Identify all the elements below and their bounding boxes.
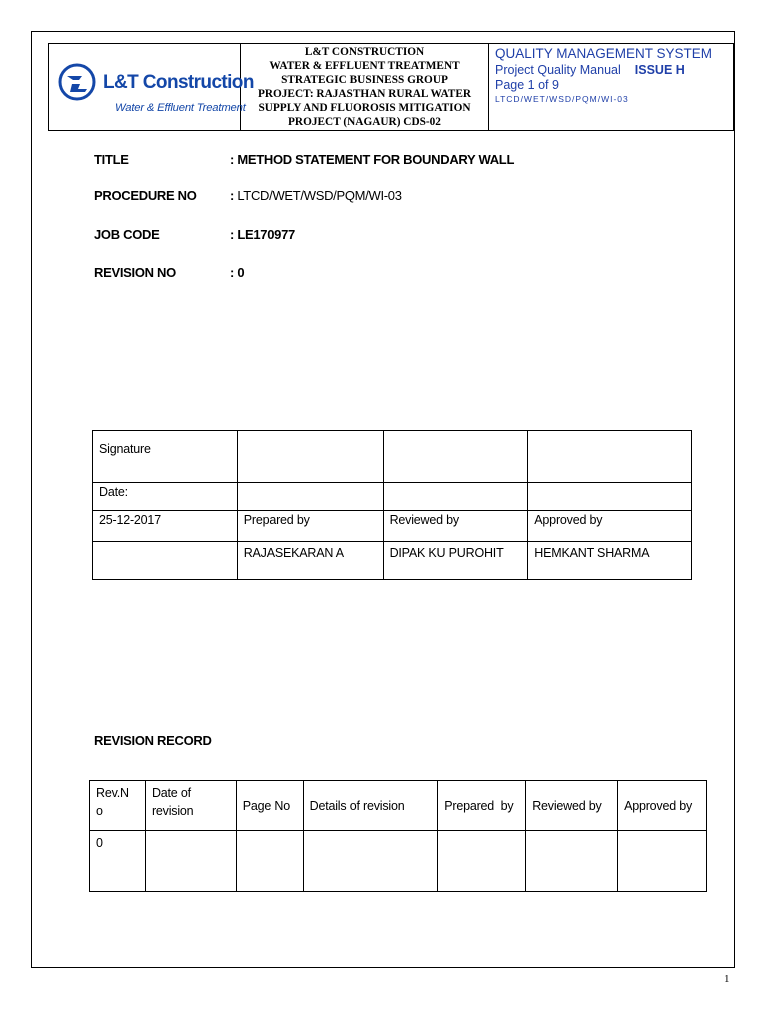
reviewed-cell xyxy=(526,831,618,892)
prepared-date-cell xyxy=(237,483,383,511)
prepared-name: RAJASEKARAN A xyxy=(237,542,383,580)
procedure-value: LTCD/WET/WSD/PQM/WI-03 xyxy=(237,188,402,203)
approved-signature-cell xyxy=(528,431,692,483)
date-value: 25-12-2017 xyxy=(93,511,238,542)
logo-subtitle: Water & Effluent Treatment xyxy=(115,102,246,114)
logo-name: L&T Construction xyxy=(103,72,254,93)
header-project-block xyxy=(241,44,489,130)
table-row xyxy=(93,542,692,580)
header-line: PROJECT (NAGAUR) CDS-02 xyxy=(288,116,441,128)
prepared-signature-cell xyxy=(237,431,383,483)
page-no-header: Page No xyxy=(236,781,303,831)
header-line: L&T CONSTRUCTION xyxy=(304,46,425,58)
table-row xyxy=(90,831,707,892)
prepared-by-header: Prepared by xyxy=(438,781,526,831)
table-row xyxy=(93,431,692,483)
company-logo-cell xyxy=(49,44,254,130)
details-header: Details of revision xyxy=(303,781,438,831)
table-row xyxy=(93,483,692,511)
revision-record-title: REVISION RECORD xyxy=(94,733,212,748)
approved-by-label: Approved by xyxy=(528,511,692,542)
rev-no-cell: 0 xyxy=(90,831,146,892)
page-no-cell xyxy=(236,831,303,892)
approved-by-header: Approved by xyxy=(618,781,707,831)
title-label: TITLE xyxy=(94,152,129,167)
signature-table xyxy=(92,430,692,580)
reviewed-signature-cell xyxy=(383,431,528,483)
procedure-colon: : xyxy=(230,188,238,203)
doc-reference: LTCD/WET/WSD/PQM/WI-03 xyxy=(495,94,629,104)
header-line: SUPPLY AND FLUOROSIS MITIGATION xyxy=(258,102,471,114)
procedure-label: PROCEDURE NO xyxy=(94,188,197,203)
prepared-by-label: Prepared by xyxy=(237,511,383,542)
title-value: : METHOD STATEMENT FOR BOUNDARY WALL xyxy=(230,152,515,167)
table-row xyxy=(90,781,707,831)
approved-cell xyxy=(618,831,707,892)
date-label: Date: xyxy=(93,483,238,511)
procedure-row xyxy=(94,188,402,203)
table-row xyxy=(93,511,692,542)
manual-label: Project Quality Manual xyxy=(495,63,621,77)
header-line: WATER & EFFLUENT TREATMENT xyxy=(269,60,460,72)
title-row xyxy=(94,152,514,167)
revision-no-value: : 0 xyxy=(230,265,245,280)
reviewed-name: DIPAK KU PUROHIT xyxy=(383,542,528,580)
prepared-cell xyxy=(438,831,526,892)
revision-record-table xyxy=(89,780,707,892)
page-of-label: Page 1 of 9 xyxy=(495,78,559,92)
rev-no-header: Rev.N o xyxy=(90,781,146,831)
qms-label: QUALITY MANAGEMENT SYSTEM xyxy=(495,46,713,61)
revision-no-label: REVISION NO xyxy=(94,265,176,280)
job-code-label: JOB CODE xyxy=(94,227,160,242)
signature-label: Signature xyxy=(93,431,238,483)
approved-date-cell xyxy=(528,483,692,511)
job-code-value: : LE170977 xyxy=(230,227,295,242)
issue-label: ISSUE H xyxy=(634,63,685,77)
job-code-row xyxy=(94,227,295,242)
header-line: PROJECT: RAJASTHAN RURAL WATER xyxy=(257,88,472,100)
revision-no-row xyxy=(94,265,244,280)
reviewed-date-cell xyxy=(383,483,528,511)
header-document-info xyxy=(489,44,733,130)
lt-logo-icon xyxy=(58,63,96,101)
approved-name: HEMKANT SHARMA xyxy=(528,542,692,580)
manual-row xyxy=(495,62,733,78)
date-of-revision-header: Date of revision xyxy=(145,781,236,831)
document-header xyxy=(48,43,734,131)
empty-cell xyxy=(93,542,238,580)
header-line: STRATEGIC BUSINESS GROUP xyxy=(281,74,448,86)
date-cell xyxy=(145,831,236,892)
reviewed-by-header: Reviewed by xyxy=(526,781,618,831)
page-number: 1 xyxy=(724,973,730,985)
reviewed-by-label: Reviewed by xyxy=(383,511,528,542)
details-cell xyxy=(303,831,438,892)
